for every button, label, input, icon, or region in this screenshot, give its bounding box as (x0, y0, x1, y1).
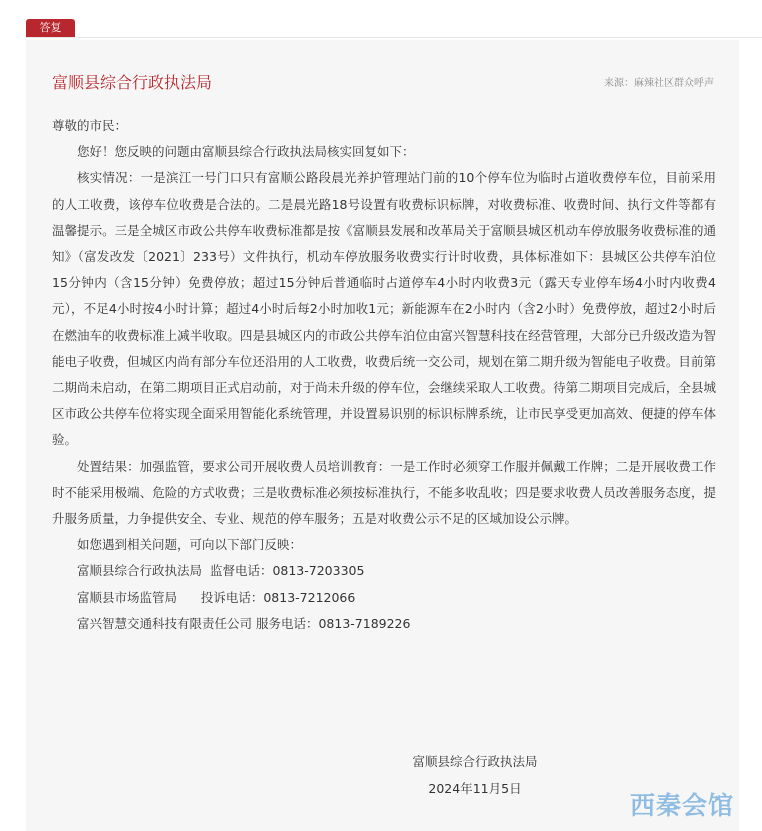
signature: 富顺县综合行政执法局 (412, 754, 538, 769)
site-watermark: 西秦会馆 (630, 791, 735, 820)
contact-line: 富顺县综合行政执法局 监督电话：0813-7203305 (77, 563, 365, 579)
verification-paragraph: 核实情况：一是滨江一号门口只有富顺公路段晨光养护管理站门前的10个停车位为临时占道收费停车位，目前采用的人工收费，该停车位收费是合法的。二是晨光路18号设置有收费标识标牌，对收费标准、收费时间、执行文件等都有温馨提示。三是全城区市政公共停车收费标准都是按《富顺县发展和改革局关于富顺县城区机动车停放服务收费标准的通知》（富发改发〔2021〕233号）文件执行，机动车停放服务收费实行计时收费，具体标准如下：县城区公共停车泊位15分钟内（含15分钟）免费停放；超过15分钟后普通临时占道停车4小时内收费3元（露天专业停车场4小时内收费4元），不足4小时按4小时计算；超过4小时后每2小时加收1元；新能源车在2小时内（含2小时）免费停放，超过2小时后在燃油车的收费标准上减半收取。四是县城区内的市政公共停车泊位由富兴智慧科技在经营管理，大部分已升级改造为智能电子收费，但城区内尚有部分车位还沿用的人工收费，收费后统一交公司，规划在第二期升级为智能电子收费。目前第二期尚未启动，在第二期项目正式启动前，对于尚未升级的停车位，会继续采取人工收费。待第二期项目完成后，全县城区市政公共停车位将实现全面采用智能化系统管理，并设置易识别的标识标牌系统，让市民享受更加高效、便捷的停车体验。 (52, 170, 716, 448)
reply-date: 2024年11月5日 (428, 781, 522, 796)
contact-intro: 如您遇到相关问题，可向以下部门反映： (77, 537, 303, 553)
contact-line: 富顺县市场监管局 投诉电话：0813-7212066 (77, 589, 356, 605)
contact-line: 富兴智慧交通科技有限责任公司 服务电话：0813-7189226 (77, 615, 411, 631)
header-divider (26, 37, 762, 38)
department-title: 富顺县综合行政执法局 (52, 73, 213, 92)
source-label: 来源：麻辣社区群众呼声 (604, 78, 714, 89)
intro-paragraph: 您好！您反映的问题由富顺县综合行政执法局核实回复如下： (77, 144, 415, 160)
reply-body (52, 113, 716, 637)
result-paragraph: 处置结果：加强监管，要求公司开展收费人员培训教育：一是工作时必须穿工作服并佩戴工作牌；二是开展收费工作时不能采用极端、危险的方式收费；三是收费标准必须按标准执行，不能多收乱收；四是要求收费人员改善服务态度，提升服务质量，力争提供安全、专业、规范的停车服务；五是对收费公示不足的区域加设公示牌。 (52, 458, 716, 527)
reply-tag: 答复 (26, 19, 75, 37)
salutation: 尊敬的市民： (52, 118, 128, 133)
